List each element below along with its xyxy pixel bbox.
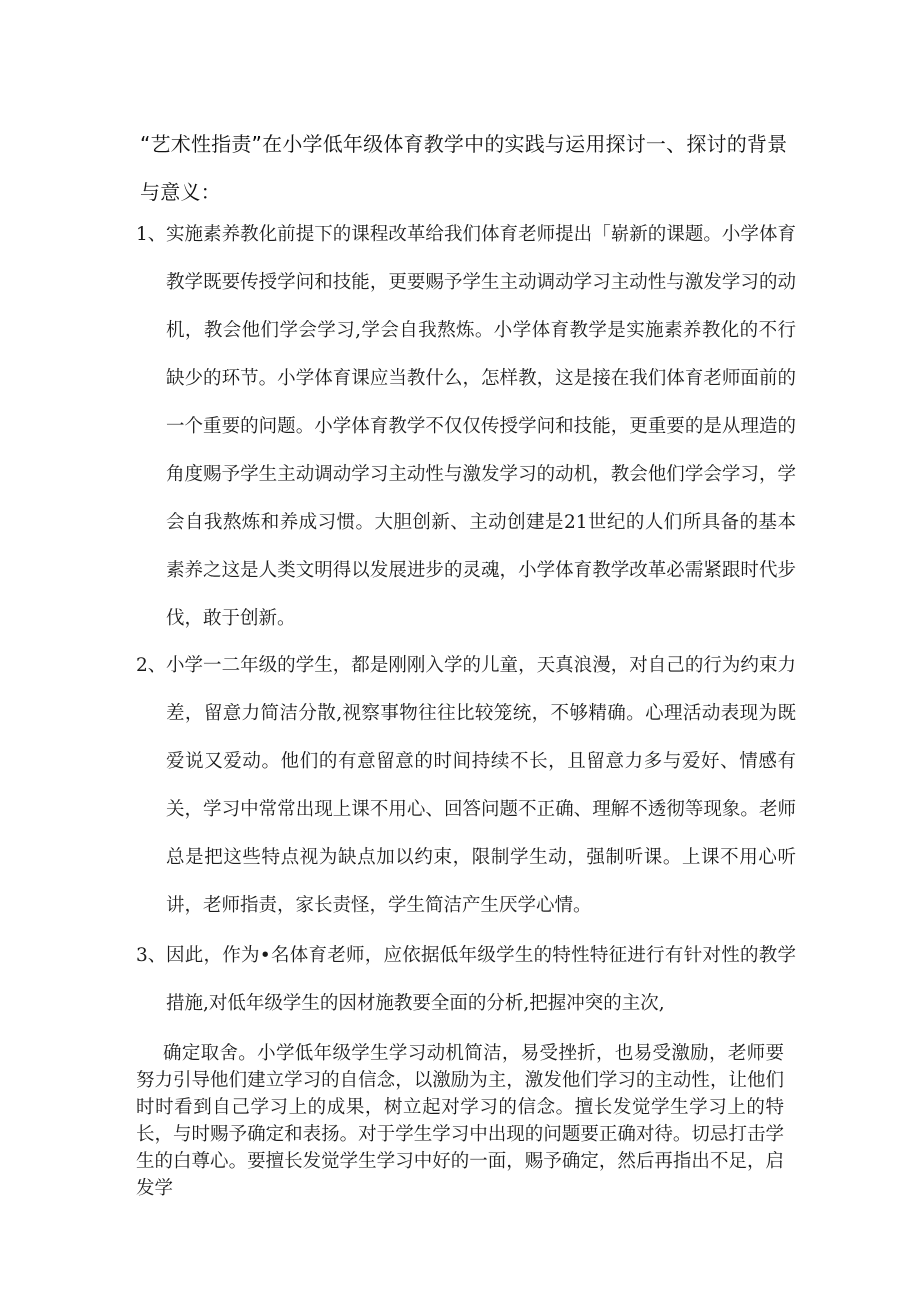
list-item-number: 3、 (136, 945, 167, 966)
list-item (136, 932, 796, 1028)
continuation-paragraph: 确定取舍。小学低年级学生学习动机简洁，易受挫折，也易受激励，老师要努力引导他们建立学习的自信念，以激励为主，激发他们学习的主动性，让他们时时看到自己学习上的成果，树立起对学习的信念。擅长发觉学生学习上的特长，与时赐予确定和表扬。对于学生学习中出现的问题要正确对待。切忌打击学生的白尊心。要擅长发觉学生学习中好的一面，赐予确定，然后再指出不足，启发学 (136, 1043, 784, 1199)
document-title: “艺术性指责”在小学低年级体育教学中的实践与运用探讨一、探讨的背景与意义： (140, 132, 788, 204)
list-item-text: 实施素养教化前提下的课程改革给我们体育老师提出「崭新的课题。小学体育教学既要传授学问和技能，更要赐予学生主动调动学习主动性与激发学习的动机，教会他们学会学习,学会自我熬炼。小学体育教学是实施素养教化的不行缺少的环节。小学体育课应当教什么，怎样教，这是接在我们体育老师面前的一个重要的问题。小学体育教学不仅仅传授学问和技能，更重要的是从理造的角度赐予学生主动调动学习主动性与激发学习的动机，教会他们学会学习，学会自我熬炼和养成习惯。大胆创新、主动创建是21世纪的人们所具备的基本素养之这是人类文明得以发展进步的灵魂，小学体育教学改革必需紧跟时代步伐，敢于创新。 (166, 224, 796, 629)
list-item-text: 小学一二年级的学生，都是刚刚入学的儿童，天真浪漫，对自己的行为约束力差，留意力简洁分散,视察事物往往比较笼统，不够精确。心理活动表现为既爱说又爱动。他们的有意留意的时间持续不长，且留意力多与爱好、情感有关，学习中常常出现上课不用心、回答问题不正确、理解不透彻等现象。老师总是把这些特点视为缺点加以约束，限制学生动，强制听课。上课不用心听讲，老师指责，家长责怪，学生简洁产生厌学心情。 (166, 655, 796, 916)
list-item-number: 1、 (136, 224, 167, 245)
list-item (136, 642, 796, 930)
list-item-text: 因此，作为•名体育老师，应依据低年级学生的特性特征进行有针对性的教学措施,对低年级学生的因材施教要全面的分析,把握冲突的主次, (166, 945, 796, 1014)
list-item (136, 211, 796, 643)
list-item-number: 2、 (136, 655, 167, 676)
